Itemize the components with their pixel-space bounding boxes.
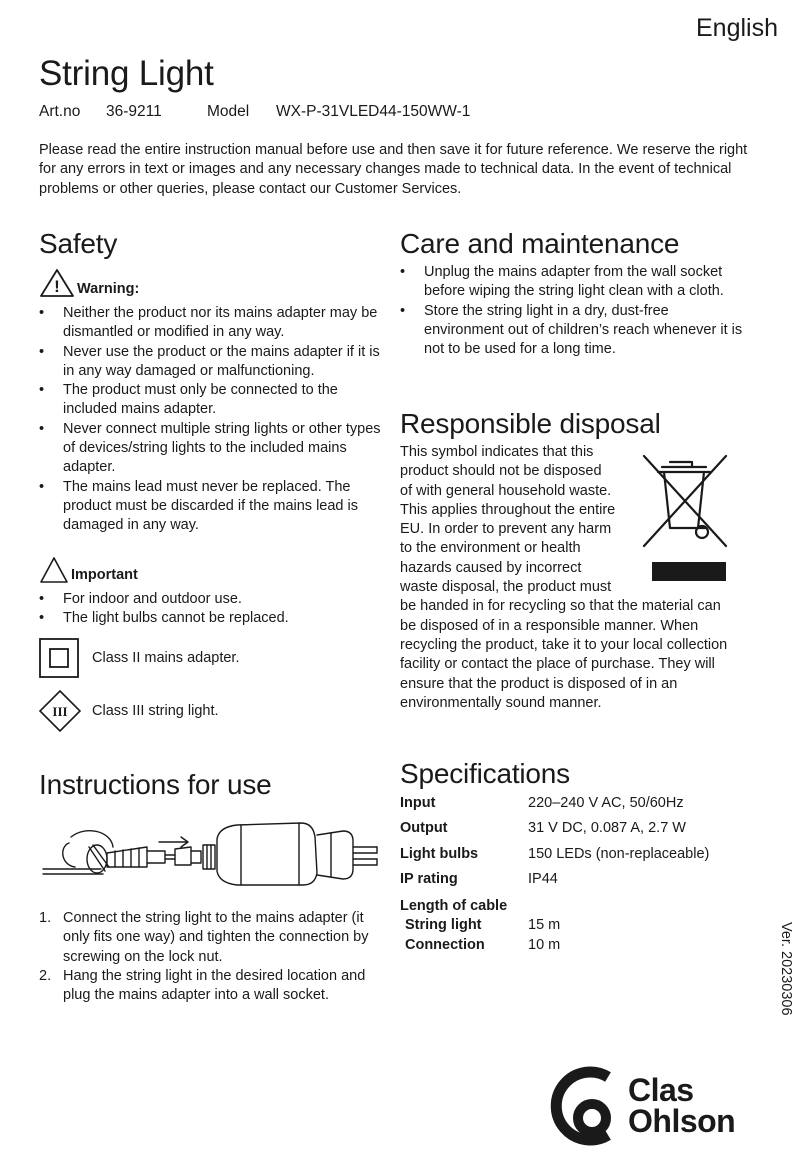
text-line: EU. In order to prevent any harm [400, 521, 612, 538]
brand-line: Clas [628, 1072, 694, 1108]
step-text: Hang the string light in the desired location and plug the mains adapter into a wall socket. [63, 967, 366, 1004]
brand-line: Ohlson [628, 1103, 736, 1139]
text-line: of with general household waste. [400, 482, 612, 499]
table-row [400, 870, 709, 895]
spec-value: IP44 [528, 870, 558, 887]
spec-label: String light [405, 917, 482, 934]
clas-ohlson-logo-icon [546, 1063, 620, 1149]
art-no-value: 36-9211 [106, 103, 162, 120]
svg-text:!: ! [54, 277, 60, 296]
important-header [39, 556, 384, 584]
spec-value: 150 LEDs (non-replaceable) [528, 845, 710, 862]
safety-heading: Safety [39, 228, 118, 259]
list-item: • For indoor and outdoor use. [39, 590, 384, 609]
text-line: product should not be disposed [400, 463, 602, 480]
warning-list [39, 304, 384, 536]
important-list [39, 590, 384, 629]
list-item: • Store the string light in a dry, dust-free environment out of children’s reach whenever it is not to be used for a long time. [400, 302, 745, 360]
disposal-text-wide: be handed in for recycling so that the material can be disposed of in a responsible manner. When recycling the product, take it to your local collection facility or contact the place of purchase. They will ensure that the product is disposed of in an environmentally sound manner. [400, 598, 728, 711]
text-line: This symbol indicates that this [400, 444, 594, 460]
version-label: Ver. 20230306 [778, 922, 794, 1016]
model-label: Model [207, 103, 250, 120]
specs-table [400, 794, 709, 955]
list-item: • Never connect multiple string lights or other types of devices/string lights to the included mains adapter. [39, 420, 384, 478]
specifications-section [400, 758, 745, 955]
class3-symbol: III [52, 704, 68, 720]
connection-illustration [41, 807, 381, 889]
warning-header [39, 268, 384, 298]
text-line: hazards caused by incorrect [400, 559, 582, 576]
art-no-label: Art.no [39, 103, 81, 120]
text-line: to the environment or health [400, 540, 581, 557]
list-item [39, 967, 384, 1006]
table-row [400, 794, 709, 819]
disposal-heading: Responsible disposal [400, 408, 661, 439]
care-heading: Care and maintenance [400, 228, 680, 259]
spec-value: 15 m [528, 917, 561, 934]
spec-label: Output [400, 820, 448, 837]
care-section [400, 228, 745, 359]
spec-label: Connection [405, 936, 485, 953]
class2-text: Class II mains adapter. [92, 650, 240, 667]
step-text: Connect the string light to the mains adapter (it only fits one way) and tighten the connection by screwing on the lock nut. [63, 910, 369, 965]
instructions-heading: Instructions for use [39, 769, 272, 800]
spec-label: Input [400, 795, 436, 811]
list-item [39, 909, 384, 967]
important-label: Important [71, 566, 138, 583]
spec-label: IP rating [400, 870, 458, 887]
spec-value: 220–240 V AC, 50/60Hz [528, 795, 684, 811]
caution-triangle-icon [39, 556, 69, 584]
class2-row [39, 638, 384, 678]
spec-value: 31 V DC, 0.087 A, 2.7 W [528, 820, 686, 837]
step-number: 2. [39, 967, 52, 984]
list-item: • The light bulbs cannot be replaced. [39, 609, 384, 628]
article-line [39, 103, 470, 121]
warning-triangle-icon [39, 268, 75, 298]
table-row [400, 936, 709, 955]
care-list [400, 263, 745, 359]
class3-text: Class III string light. [92, 703, 219, 720]
intro-paragraph: Please read the entire instruction manual before use and then save it for future reference. We reserve the right for any errors in text or images and any necessary changes made to technical data. In the event of technical problems or other queries, please contact our Customer Services. [39, 142, 748, 197]
cable-label: Length of cable [400, 898, 508, 915]
warning-label: Warning: [77, 281, 140, 297]
safety-section [39, 228, 384, 732]
crossed-wheelie-bin-icon [640, 452, 730, 582]
list-item: • The product must only be connected to the included mains adapter. [39, 381, 384, 420]
list-item: • Never use the product or the mains adapter if it is in any way damaged or malfunctioning. [39, 343, 384, 382]
table-row [400, 916, 709, 935]
instructions-section [39, 769, 384, 1005]
text-line: waste disposal, the product must [400, 579, 612, 596]
table-row [400, 845, 709, 870]
spec-label: Light bulbs [400, 845, 479, 862]
instructions-list [39, 909, 384, 1005]
brand-logo [546, 1063, 735, 1149]
class3-diamond-icon [39, 690, 81, 732]
table-row [400, 895, 709, 916]
specs-heading: Specifications [400, 758, 570, 789]
class2-double-square-icon [39, 638, 79, 678]
class3-row [39, 690, 384, 732]
text-line: This applies throughout the entire [400, 501, 616, 518]
disposal-text-narrow [400, 443, 645, 597]
list-item: • Unplug the mains adapter from the wall socket before wiping the string light clean with a cloth. [400, 263, 745, 302]
table-row [400, 819, 709, 844]
page-title: String Light [39, 54, 214, 93]
step-number: 1. [39, 910, 52, 926]
model-value: WX-P-31VLED44-150WW-1 [276, 103, 471, 120]
language-label: English [696, 14, 778, 42]
list-item: • Neither the product nor its mains adapter may be dismantled or modified in any way. [39, 304, 384, 343]
list-item: • The mains lead must never be replaced. The product must be discarded if the mains lead is damaged in any way. [39, 478, 384, 536]
spec-value: 10 m [528, 936, 561, 953]
brand-wordmark [628, 1072, 736, 1139]
